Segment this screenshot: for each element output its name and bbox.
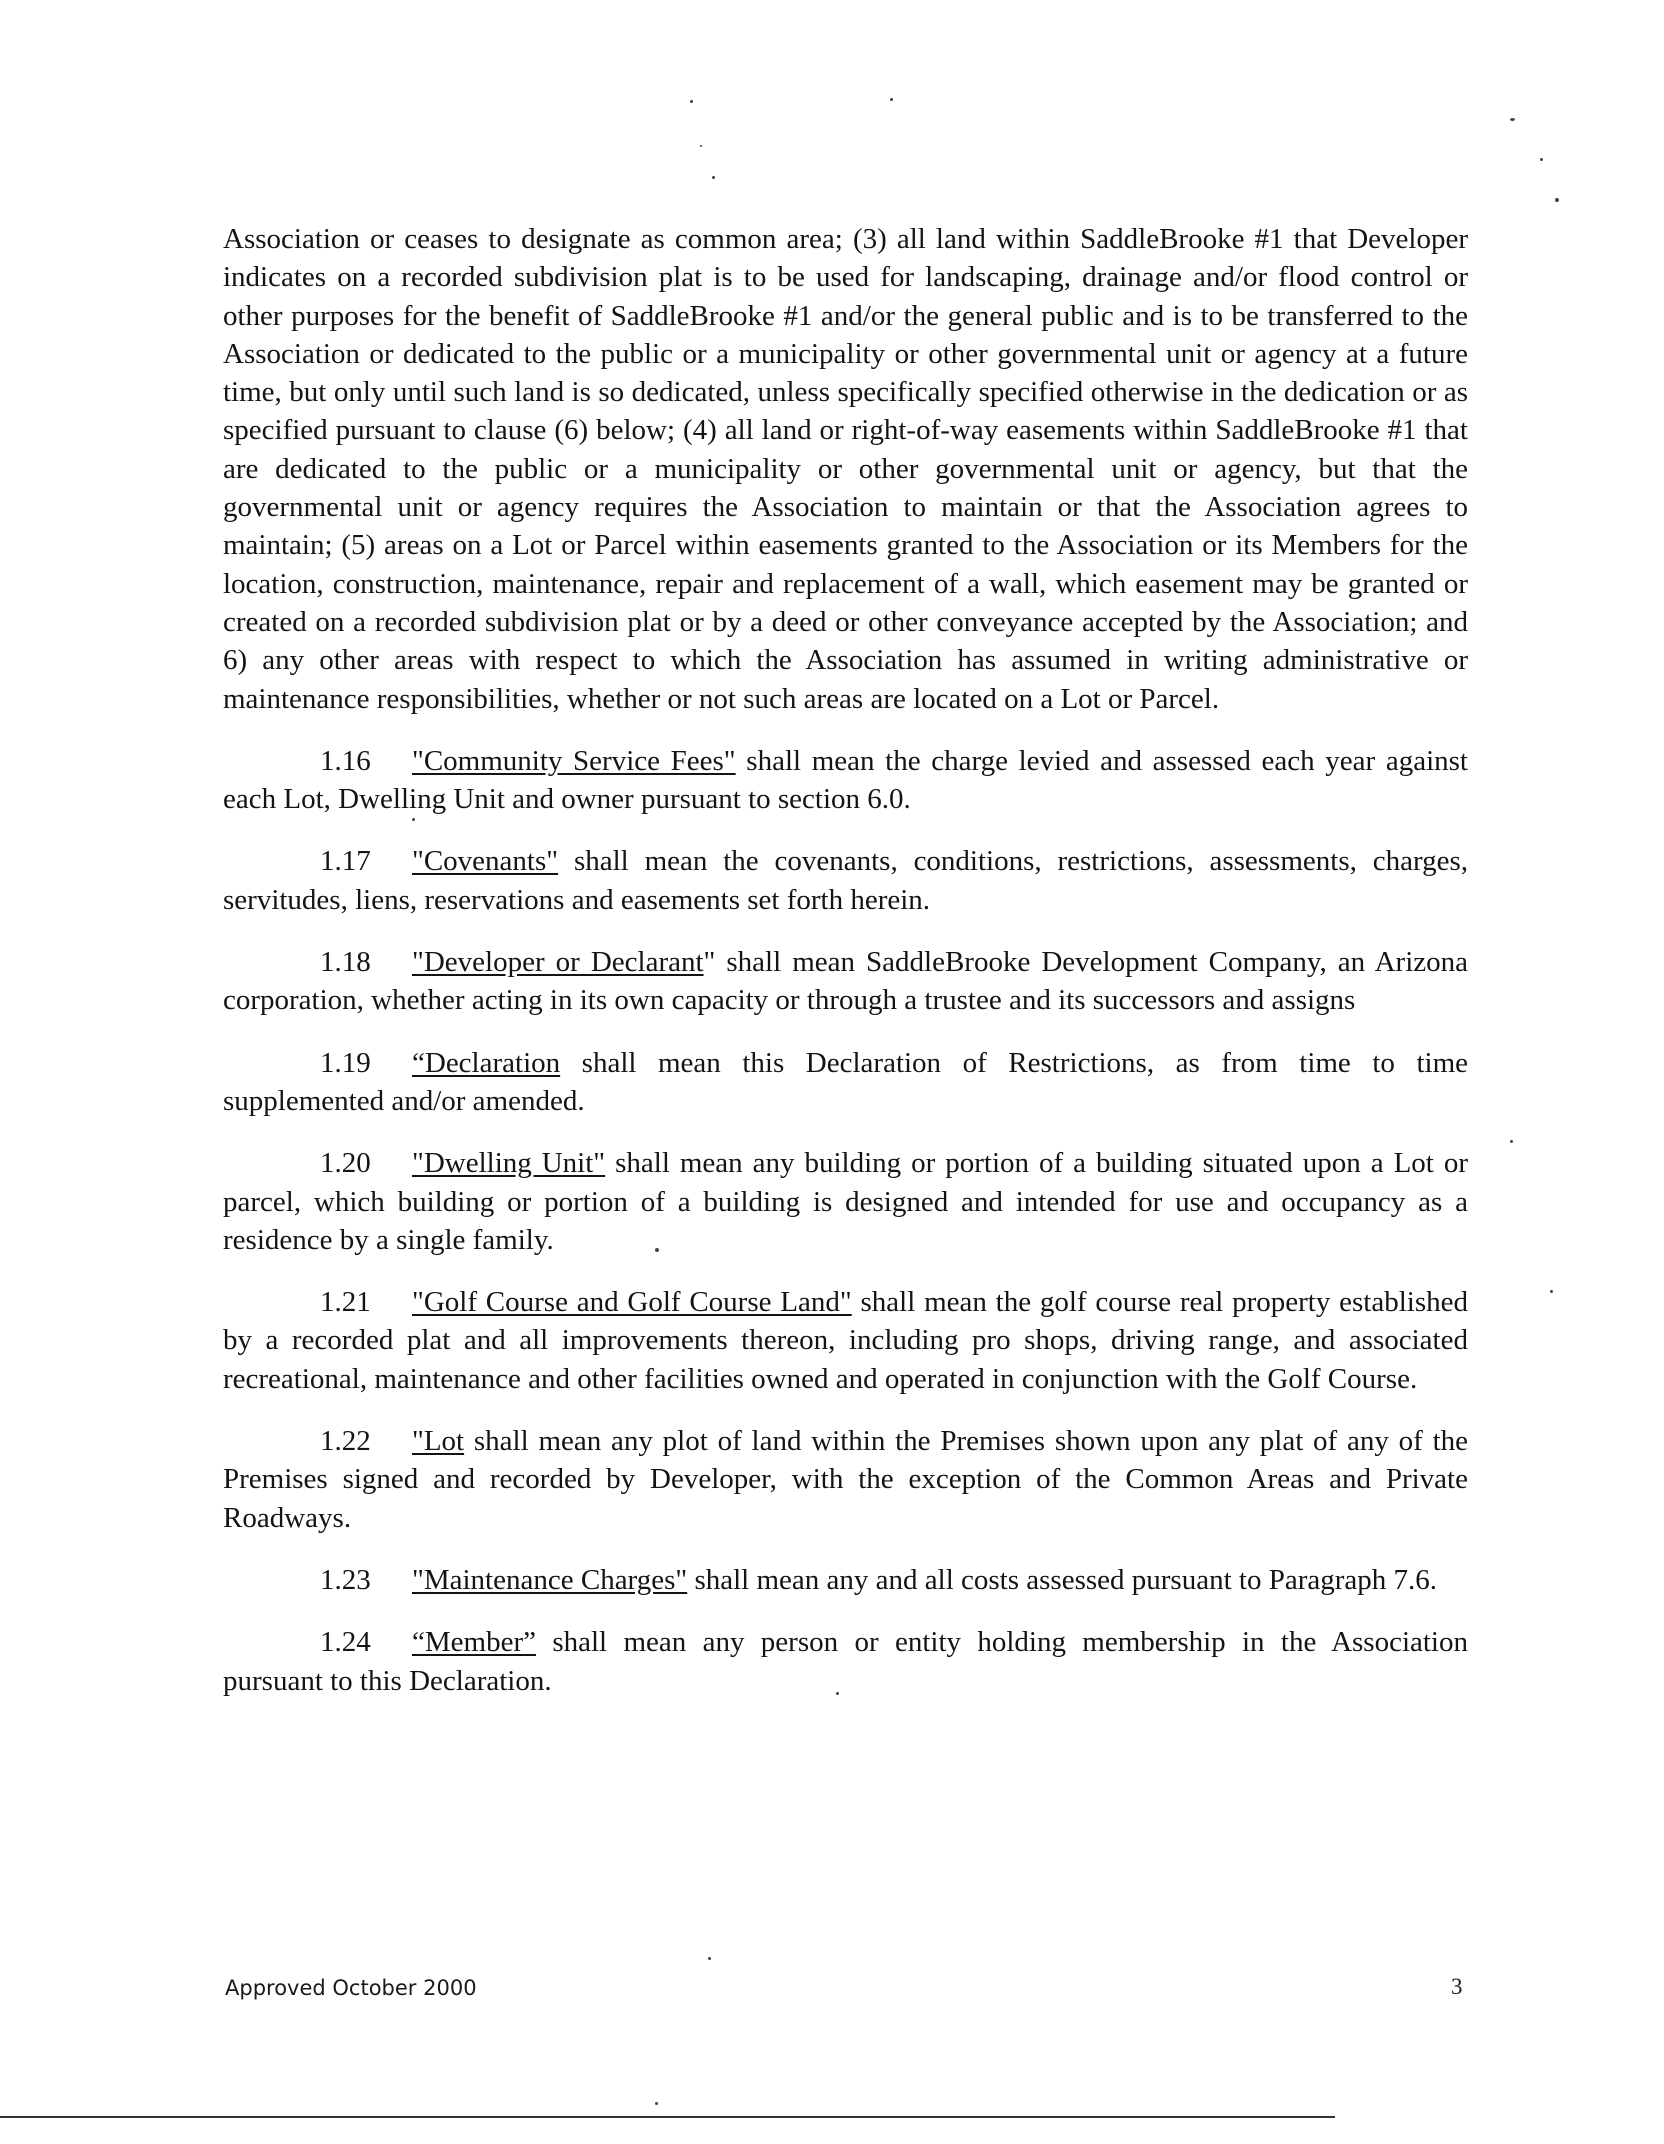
- definition-term: "Golf Course and Golf Course Land": [412, 1286, 852, 1319]
- definition-number: 1.19: [320, 1046, 371, 1079]
- document-body: [223, 220, 1468, 1724]
- definition-term: "Lot: [412, 1425, 465, 1458]
- definition-term: "Community Service Fees": [412, 744, 736, 777]
- definition-number: 1.21: [320, 1286, 371, 1319]
- definition-1-18: [223, 943, 1468, 1020]
- scan-speck: [1510, 118, 1515, 121]
- definition-number: 1.17: [320, 845, 371, 878]
- scan-speck: [1555, 198, 1559, 202]
- definition-text: shall mean any building or portion of a building situated upon a Lot or parcel, which building or portion of a building is designed and intended for use and occupancy as a residence by a single family.: [223, 1147, 1468, 1256]
- definition-number: 1.23: [320, 1563, 371, 1596]
- scan-speck: [1540, 158, 1543, 161]
- definition-term: “Member”: [412, 1626, 536, 1659]
- scan-speck: [700, 145, 702, 147]
- definition-term: "Covenants": [412, 845, 559, 878]
- definition-number: 1.20: [320, 1147, 371, 1180]
- definition-number: 1.24: [320, 1626, 371, 1659]
- definition-text: shall mean this Declaration of Restrictions, as from time to time supplemented and/or amended.: [223, 1046, 1468, 1117]
- footer-approval-note: Approved October 2000: [225, 1976, 477, 2000]
- scan-speck: [712, 176, 715, 179]
- scan-speck: [1510, 1140, 1513, 1143]
- definition-text: shall mean any and all costs assessed pursuant to Paragraph 7.6.: [687, 1563, 1437, 1596]
- definition-text: shall mean the covenants, conditions, restrictions, assessments, charges, servitudes, liens, reservations and easements set forth herein.: [223, 845, 1468, 916]
- page-number: 3: [1451, 1974, 1463, 1999]
- definition-number: 1.22: [320, 1425, 371, 1458]
- scan-speck: [690, 100, 693, 103]
- intro-paragraph: Association or ceases to designate as common area; (3) all land within SaddleBrooke #1 that Developer indicates on a recorded subdivision plat is to be used for landscaping, drainage and/or flood control or other purposes for the benefit of SaddleBrooke #1 and/or the general public and is to be transferred to the Association or dedicated to the public or a municipality or other governmental unit or agency at a future time, but only until such land is so dedicated, unless specifically specified otherwise in the dedication or as specified pursuant to clause (6) below; (4) all land or right-of-way easements within SaddleBrooke #1 that are dedicated to the public or a municipality or other governmental unit or agency, but that the governmental unit or agency requires the Association to maintain or that the Association agrees to maintain; (5) areas on a Lot or Parcel within easements granted to the Association or its Members for the location, construction, maintenance, repair and replacement of a wall, which easement may be granted or created on a recorded subdivision plat or by a deed or other conveyance accepted by the Association; and 6) any other areas with respect to which the Association has assumed in writing administrative or maintenance responsibilities, whether or not such areas are located on a Lot or Parcel.: [223, 223, 1468, 715]
- definition-1-22: [223, 1422, 1468, 1537]
- definition-1-19: [223, 1044, 1468, 1121]
- definition-1-23: [223, 1561, 1468, 1599]
- definition-1-21: [223, 1283, 1468, 1398]
- definition-text: shall mean any plot of land within the Premises shown upon any plat of any of the Premises signed and recorded by Developer, with the exception of the Common Areas and Private Roadways.: [223, 1425, 1468, 1534]
- definition-1-17: [223, 842, 1468, 919]
- scan-speck: [708, 1957, 711, 1960]
- definition-1-20: [223, 1144, 1468, 1259]
- scan-speck: [890, 98, 893, 101]
- definition-text: shall mean the charge levied and assessed each year against each Lot, Dwelling Unit and owner pursuant to section 6.0.: [223, 744, 1468, 816]
- definition-term: "Developer or Declarant: [412, 946, 704, 979]
- definition-term: "Maintenance Charges": [412, 1563, 688, 1596]
- scan-speck: [655, 2102, 658, 2105]
- bottom-rule: [0, 2116, 1335, 2118]
- definition-1-16: [223, 742, 1468, 819]
- definition-term: “Declaration: [412, 1046, 561, 1079]
- definition-text: shall mean any person or entity holding membership in the Association pursuant to this Declaration.: [223, 1626, 1468, 1697]
- definition-text: " shall mean SaddleBrooke Development Company, an Arizona corporation, whether acting in its own capacity or through a trustee and its successors and assigns: [223, 946, 1468, 1017]
- definition-term: "Dwelling Unit": [412, 1147, 606, 1180]
- definition-number: 1.18: [320, 946, 371, 979]
- definition-number: 1.16: [320, 744, 371, 777]
- scan-speck: [1550, 1290, 1553, 1293]
- definition-text: shall mean the golf course real property established by a recorded plat and all improvements thereon, including pro shops, driving range, and associated recreational, maintenance and other facilities owned and operated in conjunction with the Golf Course.: [223, 1286, 1468, 1395]
- definition-1-24: [223, 1623, 1468, 1700]
